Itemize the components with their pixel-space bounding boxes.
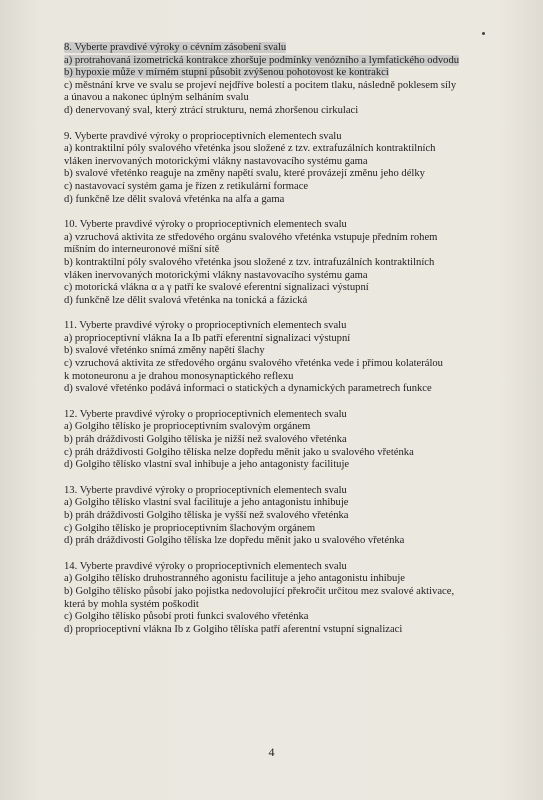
- question-10: [64, 219, 505, 307]
- highlighted-option: a) protrahovaná izometrická kontrakce zhoršuje podmínky venózního a lymfatického odvodu: [64, 54, 460, 66]
- question-11: [64, 320, 505, 396]
- option: c) práh dráždivosti Golgiho tělíska nelze dopředu měnit jako u svalového vřeténka: [64, 446, 414, 458]
- option: a) kontraktilní póly svalového vřeténka jsou složené z tzv. extrafuzálních kontraktilních: [64, 143, 436, 155]
- option: c) Golgiho tělísko je proprioceptivním šlachovým orgánem: [64, 522, 316, 534]
- ink-dot: [482, 32, 485, 35]
- option: vláken inervovaných motorickými vlákny nastavovacího systému gama: [64, 155, 368, 167]
- question-title: 11. Vyberte pravdivé výroky o proprioceptivních elementech svalu: [64, 320, 347, 332]
- question-title: [64, 42, 505, 55]
- option: d) funkčně lze dělit svalová vřeténka na tonická a fázická: [64, 294, 308, 306]
- option: c) vzruchová aktivita ze středového orgánu svalového vřeténka vede i přímou kolaterálou: [64, 358, 443, 370]
- option: [64, 67, 505, 80]
- question-8: [64, 42, 505, 118]
- option: a únavou a nakonec úplným selháním svalu: [64, 92, 249, 104]
- page-number: 4: [268, 745, 275, 759]
- option: b) práh dráždivosti Golgiho tělíska je nižší než svalového vřeténka: [64, 434, 347, 446]
- option: b) Golgiho tělísko působí jako pojistka nedovolující překročit určitou mez svalové aktivace,: [64, 585, 455, 597]
- option: c) nastavovací systém gama je řízen z retikulární formace: [64, 180, 309, 192]
- question-13: [64, 485, 505, 548]
- option: b) svalové vřeténko reaguje na změny napětí svalu, které provázejí změnu jeho délky: [64, 168, 425, 180]
- option: [64, 55, 505, 68]
- question-title: 13. Vyberte pravdivé výroky o proprioceptivních elementech svalu: [64, 484, 347, 496]
- option: a) Golgiho tělísko je proprioceptivním svalovým orgánem: [64, 421, 311, 433]
- question-title: 9. Vyberte pravdivé výroky o proprioceptivních elementech svalu: [64, 130, 342, 142]
- option: a) vzruchová aktivita ze středového orgánu svalového vřeténka vstupuje předním rohem: [64, 231, 438, 243]
- option: která by mohla systém poškodit: [64, 598, 199, 610]
- option: c) motorická vlákna α a γ patří ke svalové eferentní signalizaci výstupní: [64, 282, 369, 294]
- highlighted-title: 8. Vyberte pravdivé výroky o cévním zásobení svalu: [64, 42, 287, 53]
- option: a) Golgiho tělísko druhostranného agonistu facilituje a jeho antagonistu inhibuje: [64, 573, 405, 585]
- option: b) svalové vřeténko snímá změny napětí šlachy: [64, 345, 265, 357]
- option: d) proprioceptivní vlákna Ib z Golgiho tělíska patří aferentní vstupní signalizaci: [64, 623, 403, 635]
- question-title: 14. Vyberte pravdivé výroky o proprioceptivních elementech svalu: [64, 560, 347, 572]
- question-title: 10. Vyberte pravdivé výroky o proprioceptivních elementech svalu: [64, 219, 347, 231]
- option: b) práh dráždivosti Golgiho tělíska je vyšší než svalového vřeténka: [64, 510, 349, 521]
- option: míšním do interneuronové míšní sítě: [64, 244, 220, 256]
- option: a) Golgiho tělísko vlastní sval facilituje a jeho antagonistu inhibuje: [64, 497, 349, 509]
- question-14: [64, 561, 505, 637]
- option: k motoneuronu a je drahou monosynaptického reflexu: [64, 370, 294, 382]
- option: d) denervovaný sval, který ztrácí strukturu, nemá zhoršenou cirkulaci: [64, 104, 359, 116]
- option: vláken inervovaných motorickými vlákny nastavovacího systému gama: [64, 269, 368, 281]
- option: d) svalové vřeténko podává informaci o statických a dynamických parametrech funkce: [64, 383, 432, 395]
- option: c) městnání krve ve svalu se projeví nejdříve bolestí a pocitem tlaku, následně poklesem síly: [64, 79, 457, 91]
- option: a) proprioceptivní vlákna Ia a Ib patří eferentní signalizaci výstupní: [64, 332, 351, 344]
- question-title: 12. Vyberte pravdivé výroky o proprioceptivních elementech svalu: [64, 408, 347, 420]
- option: c) Golgiho tělísko působí proti funkci svalového vřeténka: [64, 611, 309, 623]
- highlighted-option: b) hypoxie může v mírném stupni působit zvýšenou pohotovost ke kontrakci: [64, 67, 389, 79]
- option: d) funkčně lze dělit svalová vřeténka na alfa a gama: [64, 193, 285, 205]
- question-9: [64, 131, 505, 207]
- option: b) kontraktilní póly svalového vřeténka jsou složené z tzv. intrafuzálních kontraktilních: [64, 256, 435, 268]
- question-12: [64, 409, 505, 472]
- option: d) Golgiho tělísko vlastní sval inhibuje a jeho antagonisty facilituje: [64, 459, 350, 471]
- option: d) práh dráždivosti Golgiho tělíska lze dopředu měnit jako u svalového vřeténka: [64, 535, 405, 547]
